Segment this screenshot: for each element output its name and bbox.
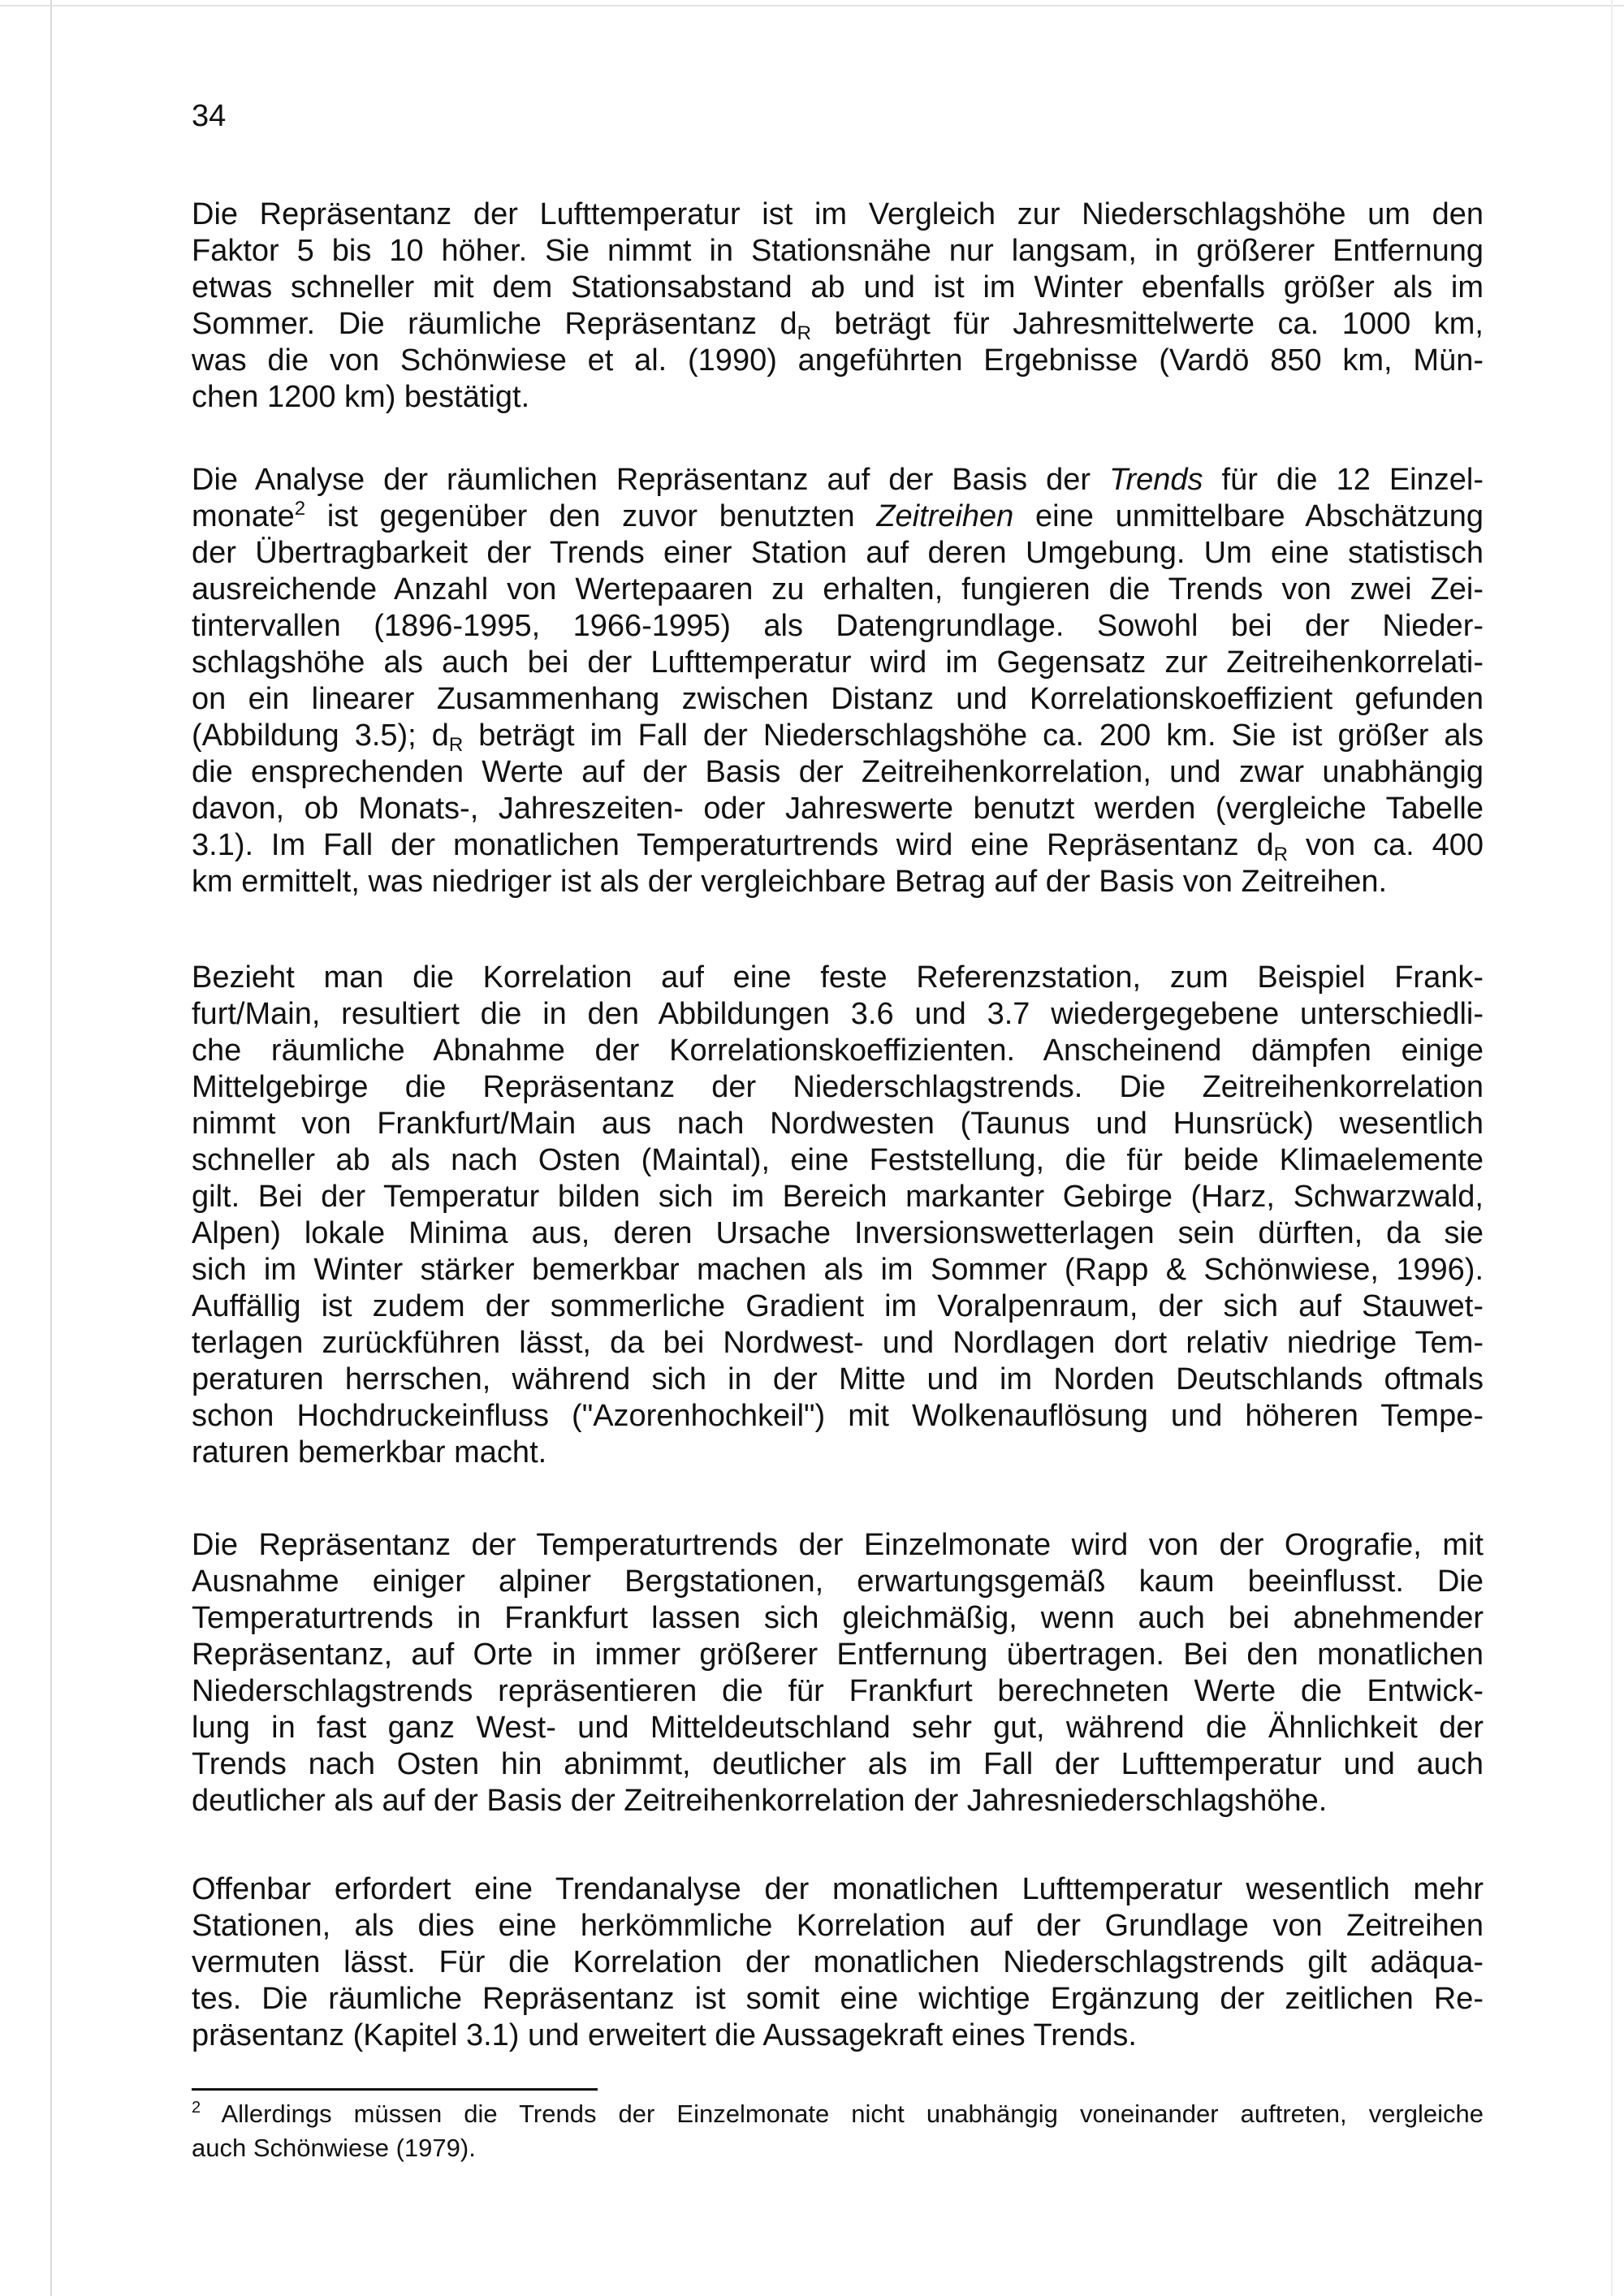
- page-edge-left: [50, 0, 52, 2296]
- paragraph-1: [192, 196, 1484, 416]
- page-edge-right: [1611, 0, 1613, 2296]
- text-line: che räumliche Abnahme der Korrelationskoeffizienten. Anscheinend dämpfen einige: [192, 1034, 1484, 1068]
- text-line: Stationen, als dies eine herkömmliche Korrelation auf der Grundlage von Zeitreihen: [192, 1909, 1484, 1943]
- text-segment: ist gegenüber den zuvor benutzten: [305, 499, 877, 533]
- text-line: die ensprechenden Werte auf der Basis der Zeitreihenkorrelation, und zwar unabhängig: [192, 755, 1484, 789]
- page-edge-top: [0, 5, 1624, 6]
- italic-term: Zeitreihen: [876, 499, 1014, 533]
- paragraph-4: [192, 1527, 1484, 1819]
- text-line: deutlicher als auf der Basis der Zeitreihenkorrelation der Jahresniederschlagshöhe.: [192, 1784, 1328, 1818]
- text-line: schlagshöhe als auch bei der Lufttemperatur wird im Gegensatz zur Zeitreihenkorrelati-: [192, 645, 1484, 680]
- text-line: davon, ob Monats-, Jahreszeiten- oder Jahreswerte benutzt werden (vergleiche Tabelle: [192, 792, 1484, 826]
- text-segment: für die 12 Einzel-: [1203, 463, 1484, 497]
- page-number: 34: [192, 99, 227, 133]
- text-line: schon Hochdruckeinfluss ("Azorenhochkeil") mit Wolkenauflösung und höheren Tempe-: [192, 1399, 1484, 1433]
- text-line: der Übertragbarkeit der Trends einer Station auf deren Umgebung. Um eine statistisch: [192, 536, 1484, 570]
- text-line: [192, 2097, 1484, 2131]
- subscript: R: [448, 734, 464, 756]
- text-line: terlagen zurückführen lässt, da bei Nordwest- und Nordlagen dort relativ niedrige Tem-: [192, 1326, 1484, 1360]
- footnote-separator: [192, 2088, 598, 2091]
- text-line: [192, 718, 1484, 754]
- text-line: lung in fast ganz West- und Mitteldeutschland sehr gut, während die Ähnlichkeit der: [192, 1711, 1484, 1745]
- text-segment: 3.1). Im Fall der monatlichen Temperaturtrends wird eine Repräsentanz d: [192, 828, 1274, 862]
- text-line: furt/Main, resultiert die in den Abbildungen 3.6 und 3.7 wiedergegebene unterschiedli-: [192, 997, 1484, 1031]
- text-line: präsentanz (Kapitel 3.1) und erweitert die Aussagekraft eines Trends.: [192, 2018, 1137, 2052]
- subscript: R: [797, 322, 811, 344]
- footnote-marker: 2: [294, 498, 306, 520]
- footnote: [192, 2097, 1484, 2165]
- text-line: raturen bemerkbar macht.: [192, 1435, 547, 1470]
- text-line: Auffällig ist zudem der sommerliche Gradient im Voralpenraum, der sich auf Stauwet-: [192, 1289, 1484, 1323]
- text-line: Alpen) lokale Minima aus, deren Ursache Inversionswetterlagen sein dürften, da sie: [192, 1216, 1484, 1250]
- text-segment: Sommer. Die räumliche Repräsentanz d: [192, 307, 797, 341]
- text-line: gilt. Bei der Temperatur bilden sich im Bereich markanter Gebirge (Harz, Schwarzwald,: [192, 1180, 1484, 1214]
- text-segment: eine unmittelbare Abschätzung: [1013, 499, 1484, 533]
- text-line: [192, 306, 1484, 343]
- text-line: [192, 498, 1484, 535]
- text-segment: Die Analyse der räumlichen Repräsentanz auf der Basis der: [192, 463, 1110, 497]
- text-line: Faktor 5 bis 10 höher. Sie nimmt in Stationsnähe nur langsam, in größerer Entfernung: [192, 234, 1484, 268]
- paragraph-3: [192, 960, 1484, 1471]
- text-line: Temperaturtrends in Frankfurt lassen sich gleichmäßig, wenn auch bei abnehmender: [192, 1601, 1484, 1635]
- text-line: was die von Schönwiese et al. (1990) angeführten Ergebnisse (Vardö 850 km, Mün-: [192, 343, 1484, 378]
- text-segment: monate: [192, 499, 295, 533]
- text-line: Niederschlagstrends repräsentieren die für Frankfurt berechneten Werte die Entwick-: [192, 1674, 1484, 1708]
- text-line: nimmt von Frankfurt/Main aus nach Nordwesten (Taunus und Hunsrück) wesentlich: [192, 1107, 1484, 1141]
- text-line: peraturen herrschen, während sich in der Mitte und im Norden Deutschlands oftmals: [192, 1362, 1484, 1396]
- text-line: km ermittelt, was niedriger ist als der vergleichbare Betrag auf der Basis von Zeitreihen.: [192, 865, 1388, 899]
- text-line: Die Repräsentanz der Lufttemperatur ist im Vergleich zur Niederschlagshöhe um den: [192, 197, 1484, 231]
- text-segment: (Abbildung 3.5); d: [192, 719, 449, 753]
- text-segment: von ca. 400: [1287, 828, 1484, 862]
- text-line: vermuten lässt. Für die Korrelation der monatlichen Niederschlagstrends gilt adäqua-: [192, 1945, 1484, 1979]
- text-line: tintervallen (1896-1995, 1966-1995) als Datengrundlage. Sowohl bei der Nieder-: [192, 609, 1484, 643]
- text-line: [192, 827, 1484, 864]
- text-line: Mittelgebirge die Repräsentanz der Niederschlagstrends. Die Zeitreihenkorrelation: [192, 1070, 1484, 1104]
- text-line: Repräsentanz, auf Orte in immer größerer Entfernung übertragen. Bei den monatlichen: [192, 1638, 1484, 1672]
- text-segment: beträgt für Jahresmittelwerte ca. 1000 km,: [810, 307, 1484, 341]
- text-line: [192, 462, 1484, 498]
- text-line: schneller ab als nach Osten (Maintal), eine Feststellung, die für beide Klimaelemente: [192, 1143, 1484, 1177]
- italic-term: Trends: [1109, 463, 1203, 497]
- subscript: R: [1273, 844, 1288, 865]
- text-line: on ein linearer Zusammenhang zwischen Distanz und Korrelationskoeffizient gefunden: [192, 682, 1484, 716]
- text-segment: Allerdings müssen die Trends der Einzelmonate nicht unabhängig voneinander auftreten, vergleiche: [201, 2100, 1484, 2128]
- text-line: Ausnahme einiger alpiner Bergstationen, erwartungsgemäß kaum beeinflusst. Die: [192, 1564, 1484, 1599]
- text-line: tes. Die räumliche Repräsentanz ist somit eine wichtige Ergänzung der zeitlichen Re-: [192, 1982, 1484, 2016]
- text-line: chen 1200 km) bestätigt.: [192, 380, 530, 414]
- paragraph-5: [192, 1871, 1484, 2054]
- text-segment: beträgt im Fall der Niederschlagshöhe ca. 200 km. Sie ist größer als: [463, 719, 1484, 753]
- footnote-marker: 2: [192, 2099, 201, 2117]
- text-line: etwas schneller mit dem Stationsabstand ab und ist im Winter ebenfalls größer als im: [192, 270, 1484, 304]
- text-line: Offenbar erfordert eine Trendanalyse der monatlichen Lufttemperatur wesentlich mehr: [192, 1872, 1484, 1906]
- text-line: Bezieht man die Korrelation auf eine feste Referenzstation, zum Beispiel Frank-: [192, 960, 1484, 995]
- text-line: sich im Winter stärker bemerkbar machen als im Sommer (Rapp & Schönwiese, 1996).: [192, 1253, 1484, 1287]
- text-line: auch Schönwiese (1979).: [192, 2134, 476, 2162]
- text-line: Die Repräsentanz der Temperaturtrends der Einzelmonate wird von der Orografie, mit: [192, 1528, 1484, 1562]
- paragraph-2: [192, 462, 1484, 900]
- text-line: Trends nach Osten hin abnimmt, deutlicher als im Fall der Lufttemperatur und auch: [192, 1747, 1484, 1781]
- text-line: ausreichende Anzahl von Wertepaaren zu erhalten, fungieren die Trends von zwei Zei-: [192, 572, 1484, 606]
